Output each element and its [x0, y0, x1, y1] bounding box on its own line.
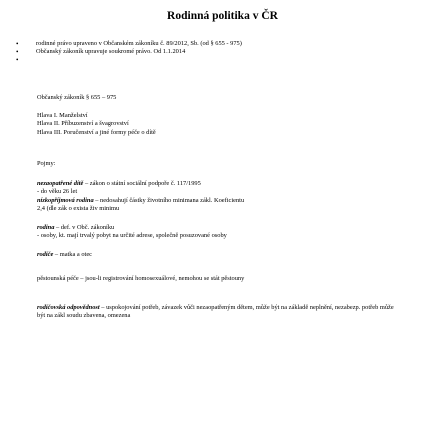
- term-rodina: [37, 224, 437, 241]
- term-rodice: [37, 251, 437, 259]
- page-title: Rodinná politika v ČR: [167, 10, 278, 22]
- term-name: rodina: [37, 224, 55, 231]
- term-name: nezaopatřené dítě: [37, 180, 84, 187]
- term-name: rodiče: [37, 251, 54, 258]
- term-nezaopatrene-dite: [37, 180, 437, 197]
- term-definition: – matka a otec: [53, 251, 93, 258]
- term-name: nízkopříjmová rodina: [37, 197, 94, 204]
- term-detail: 2,4 (dle zák o exista živ minimu: [37, 205, 120, 213]
- term-name: rodičovská odpovědnost: [37, 304, 100, 311]
- pojmy-label: Pojmy:: [37, 160, 56, 167]
- term-definition: – zákon o státní sociální podpoře č. 117/1995: [83, 180, 201, 187]
- term-definition: – nedosahují částky životního minimana zákl. Koeficientu: [93, 197, 245, 204]
- head-item: Hlava II. Příbuzenství a švagrovství: [37, 120, 129, 128]
- term-nizkoprijmova-rodina: [37, 197, 437, 214]
- heads-list: [37, 112, 437, 137]
- bullet-marker: •: [16, 56, 19, 65]
- head-item: Hlava III. Poručenství a jiné formy péče o dítě: [37, 128, 156, 136]
- term-rodicovska-odpovednost: [37, 304, 397, 321]
- bullet-item: [16, 40, 436, 48]
- bullet-text: rodinné právo upraveno v Občanském zákoníku č. 89/2012, Sb. (od § 655 - 975): [36, 40, 242, 47]
- term-detail: - do věku 26 let: [37, 188, 78, 196]
- bullet-list: [16, 40, 436, 65]
- bullet-item: [16, 48, 436, 56]
- head-item: Hlava I. Manželství: [37, 112, 88, 119]
- term-pestounska-pece: pěstounská péče – jsou-li registrování homosexuálové, nemohou se stát pěstouny: [37, 275, 245, 282]
- term-definition: – def. v Obč. zákoníku: [54, 224, 115, 231]
- term-definition: – uspokojování potřeb, závazek vůči nezaopatřeným dětem, může být na základě neplnění, nezabezp. potřeb může být na zákl soudu zbavena, omezena: [37, 304, 394, 320]
- bullet-text: Občanský zákoník upravuje soukromé právo. Od 1.1.2014: [36, 48, 186, 56]
- term-detail: - osoby, kt. mají trvalý pobyt na určité adrese, společně posuzované osoby: [37, 232, 227, 240]
- bullet-marker: •: [16, 48, 19, 57]
- bullet-item: [16, 56, 436, 64]
- code-heading: Občanský zákoník § 655 – 975: [37, 94, 117, 101]
- bullet-marker: •: [16, 40, 19, 48]
